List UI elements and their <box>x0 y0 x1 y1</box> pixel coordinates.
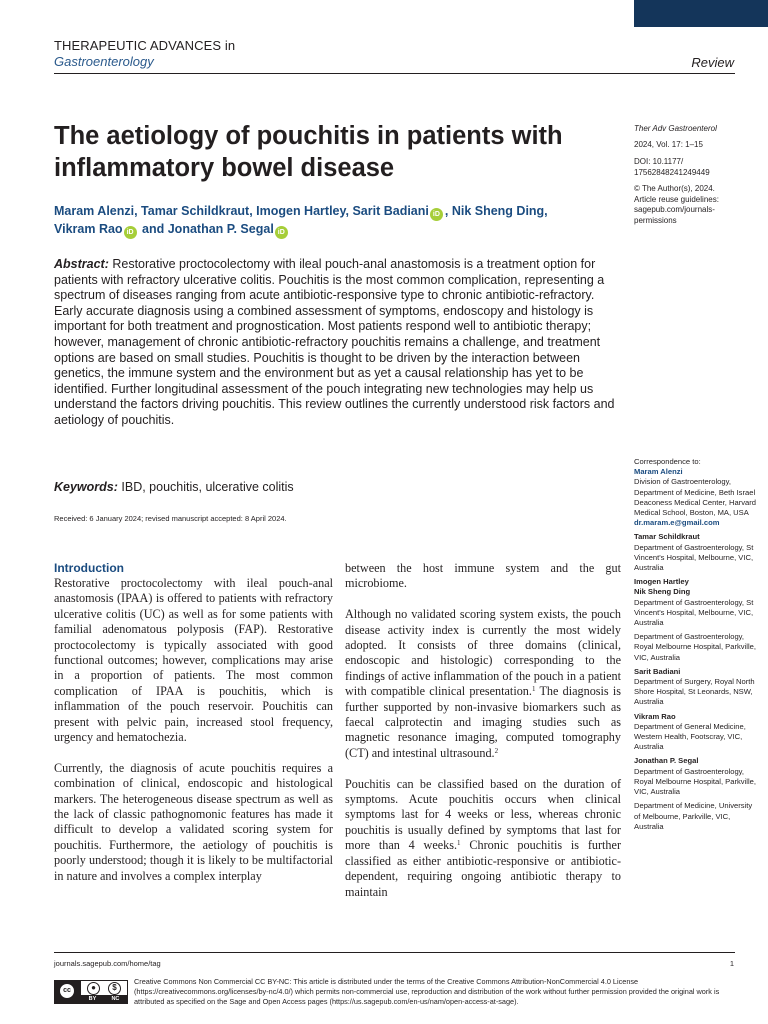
author-name: Nik Sheng Ding <box>634 587 691 597</box>
paragraph: Currently, the diagnosis of acute pouchitis requires a combination of clinical, endoscopic and histological markers. The heterogeneous disease spectrum as well as the lack of classic pathognomonic features has made it difficult to develop a validated scoring system for pouchitis. Furthermore, the aetiology of pouchitis is poorly understood; though it is likely to be multifactorial in nature and involves a complex interplay <box>54 760 333 883</box>
received-dates: Received: 6 January 2024; revised manuscript accepted: 8 April 2024. <box>54 514 287 523</box>
author-name: Vikram Rao <box>634 711 676 721</box>
body-column-left <box>54 561 333 900</box>
correspondence-label: Correspondence to: <box>634 457 701 466</box>
copyright: © The Author(s), 2024. <box>634 184 715 193</box>
cc-nc-label: NC <box>111 996 120 1002</box>
author-sidebar <box>634 457 758 836</box>
author-list <box>54 203 614 239</box>
doi-line-2: 17562848241249449 <box>634 167 710 177</box>
body-column-right <box>345 561 621 915</box>
abstract-label: Abstract: <box>54 257 109 271</box>
journal-name: THERAPEUTIC ADVANCES in <box>54 38 236 53</box>
reuse-link[interactable]: sagepub.com/journals- <box>634 205 715 214</box>
journal-subtitle: Gastroenterology <box>54 54 154 69</box>
orcid-icon[interactable]: iD <box>275 226 288 239</box>
paragraph: Restorative proctocolectomy with ileal pouch-anal anastomosis (IPAA) is offered to patients with refractory ulcerative colitis (UC) as well as for some patients with familial adenomatous polyposis (FAP). Restorative proctocolectomy is typically associated with good functional outcomes; however, complications may arise in a proportion of patients. The most common complication of IPAA is pouchitis, which is inflammation of the pouch reservoir. Pouchitis can present with pelvic pain, increased stool frequency, urgency and hematochezia. <box>54 576 333 745</box>
volume-info: 2024, Vol. 17: 1–15 <box>634 140 703 149</box>
orcid-icon[interactable]: iD <box>430 208 443 221</box>
authors-part-3: Vikram Rao <box>54 222 123 236</box>
orcid-icon[interactable]: iD <box>124 226 137 239</box>
text-run: Pouchitis can be classified based on the duration of symptoms. Acute pouchitis occurs when clinical symptoms last for 4 weeks or less, whereas chronic pouchitis is usually defined by symptoms that last for more than 4 weeks. <box>345 776 621 853</box>
journal-url[interactable]: journals.sagepub.com/home/tag <box>54 959 161 968</box>
citation[interactable]: 1 <box>457 839 461 848</box>
authors-part-1: Maram Alenzi, Tamar Schildkraut, Imogen Hartley, Sarit Badiani <box>54 204 429 218</box>
footer-rule <box>54 952 735 953</box>
abstract-text: Restorative proctocolectomy with ileal pouch-anal anastomosis is a treatment option for patients with refractory ulcerative colitis. Pouchitis is the most common complication, representing a spectrum of diseases ranging from acute antibiotic-responsive type to chronic antibiotic-refractory. Early accurate diagnosis using a combined assessment of symptoms, endoscopy and histology is important for both treatment and prognostication. Most patients respond well to antibiotic therapy; however, management of chronic antibiotic-refractory pouchitis remains a challenge, and treatment options are based on small studies. Pouchitis is thought to be driven by the interaction between genetics, the immune system and the environment but as yet a causal relationship has yet to be identified. Further longitudinal assessment of the pouch integrating new technologies may help us understand the factors driving pouchitis. This review outlines the currently understood risk factors and aetiology of pouchitis. <box>54 257 615 427</box>
author-name: Imogen Hartley <box>634 577 689 587</box>
author-name: Jonathan P. Segal <box>634 756 699 766</box>
reuse-label: Article reuse guidelines: <box>634 194 719 204</box>
rights-info <box>634 184 754 226</box>
page-number: 1 <box>729 959 734 968</box>
abstract <box>54 257 617 429</box>
author-affiliation: Department of Medicine, University of Melbourne, Parkville, VIC, Australia <box>634 801 753 831</box>
keywords-text: IBD, pouchitis, ulcerative colitis <box>121 480 294 494</box>
author-affiliation: Department of General Medicine, Western Health, Footscray, VIC, Australia <box>634 721 746 752</box>
correspondence-affiliation: Division of Gastroenterology, Department of Medicine, Beth Israel Deaconess Medical Center, Harvard Medical School, Boston, MA, USA <box>634 477 756 518</box>
cc-by-label: BY <box>88 996 97 1002</box>
correspondence-name: Maram Alenzi <box>634 467 683 477</box>
creative-commons-logo[interactable] <box>54 980 128 1004</box>
keywords <box>54 480 294 494</box>
article-type: Review <box>691 55 734 70</box>
header-rule <box>54 73 735 74</box>
text-run: Although no validated scoring system exists, the pouch disease activity index is currently the most widely adopted. It consists of three domains (clinical, endoscopic and histologic) corresponding to the findings of active inflammation of the pouch in a patient with compatible clinical presentation. <box>345 607 621 699</box>
author-affiliation: Department of Gastroenterology, St Vincent's Hospital, Melbourne, VIC, Australia <box>634 542 754 573</box>
paragraph: between the host immune system and the gut microbiome. <box>345 561 621 591</box>
author-name: Tamar Schildkraut <box>634 532 700 542</box>
cc-icon: cc <box>59 983 75 999</box>
author-affiliation: Department of Gastroenterology, St Vincent's Hospital, Melbourne, VIC, Australia <box>634 597 754 628</box>
correspondence-email[interactable]: dr.maram.e@gmail.com <box>634 518 720 528</box>
attribution-icon: ● <box>87 982 100 995</box>
corner-tab <box>634 0 768 27</box>
section-title-introduction: Introduction <box>54 561 124 575</box>
doi[interactable] <box>634 157 754 178</box>
author-affiliation: Department of Gastroenterology, Royal Melbourne Hospital, Parkville, VIC, Australia <box>634 766 756 797</box>
text-run: The diagnosis is further supported by non-invasive biomarkers such as faecal calprotectin and imaging studies such as magnetic resonance imaging, computed tomography (CT) and intestinal ultrasound. <box>345 684 622 760</box>
author-name: Sarit Badiani <box>634 666 681 676</box>
noncommercial-icon: $ <box>108 982 121 995</box>
paragraph <box>345 607 621 761</box>
text-run: Chronic pouchitis is further classified as either antibiotic-responsive or antibiotic-dependent, requiring ongoing antibiotic therapy to maintain <box>345 838 621 899</box>
keywords-label: Keywords: <box>54 480 118 494</box>
authors-part-2: , Nik Sheng Ding, <box>444 204 548 218</box>
author-affiliation: Department of Gastroenterology, Royal Melbourne Hospital, Parkville, VIC, Australia <box>634 632 756 662</box>
paper-title: The aetiology of pouchitis in patients with inflammatory bowel disease <box>54 122 563 182</box>
citation[interactable]: 1 <box>531 685 536 694</box>
license-text: Creative Commons Non Commercial CC BY-NC: This article is distributed under the terms of the Creative Commons Attribution-NonCommercial 4.0 License (https://creativecommons.org/licenses/by-nc/4.0/) which permits non-commercial use, reproduction and distribution of the work without further permission provided the original work is attributed as specified on the Sage and Open Access pages (https://us.sagepub.com/en-us/nam/open-access-at-sage). <box>134 977 720 1006</box>
authors-part-4: and Jonathan P. Segal <box>138 222 274 236</box>
reuse-link-cont[interactable]: permissions <box>634 215 677 225</box>
paragraph <box>345 777 621 900</box>
citation[interactable]: 2 <box>494 746 499 755</box>
doi-line-1: DOI: 10.1177/ <box>634 157 684 166</box>
cc-badge-labels <box>81 995 127 1003</box>
journal-reference: Ther Adv Gastroenterol <box>634 124 717 133</box>
author-affiliation: Department of Surgery, Royal North Shore Hospital, St Leonards, NSW, Australia <box>634 677 755 707</box>
